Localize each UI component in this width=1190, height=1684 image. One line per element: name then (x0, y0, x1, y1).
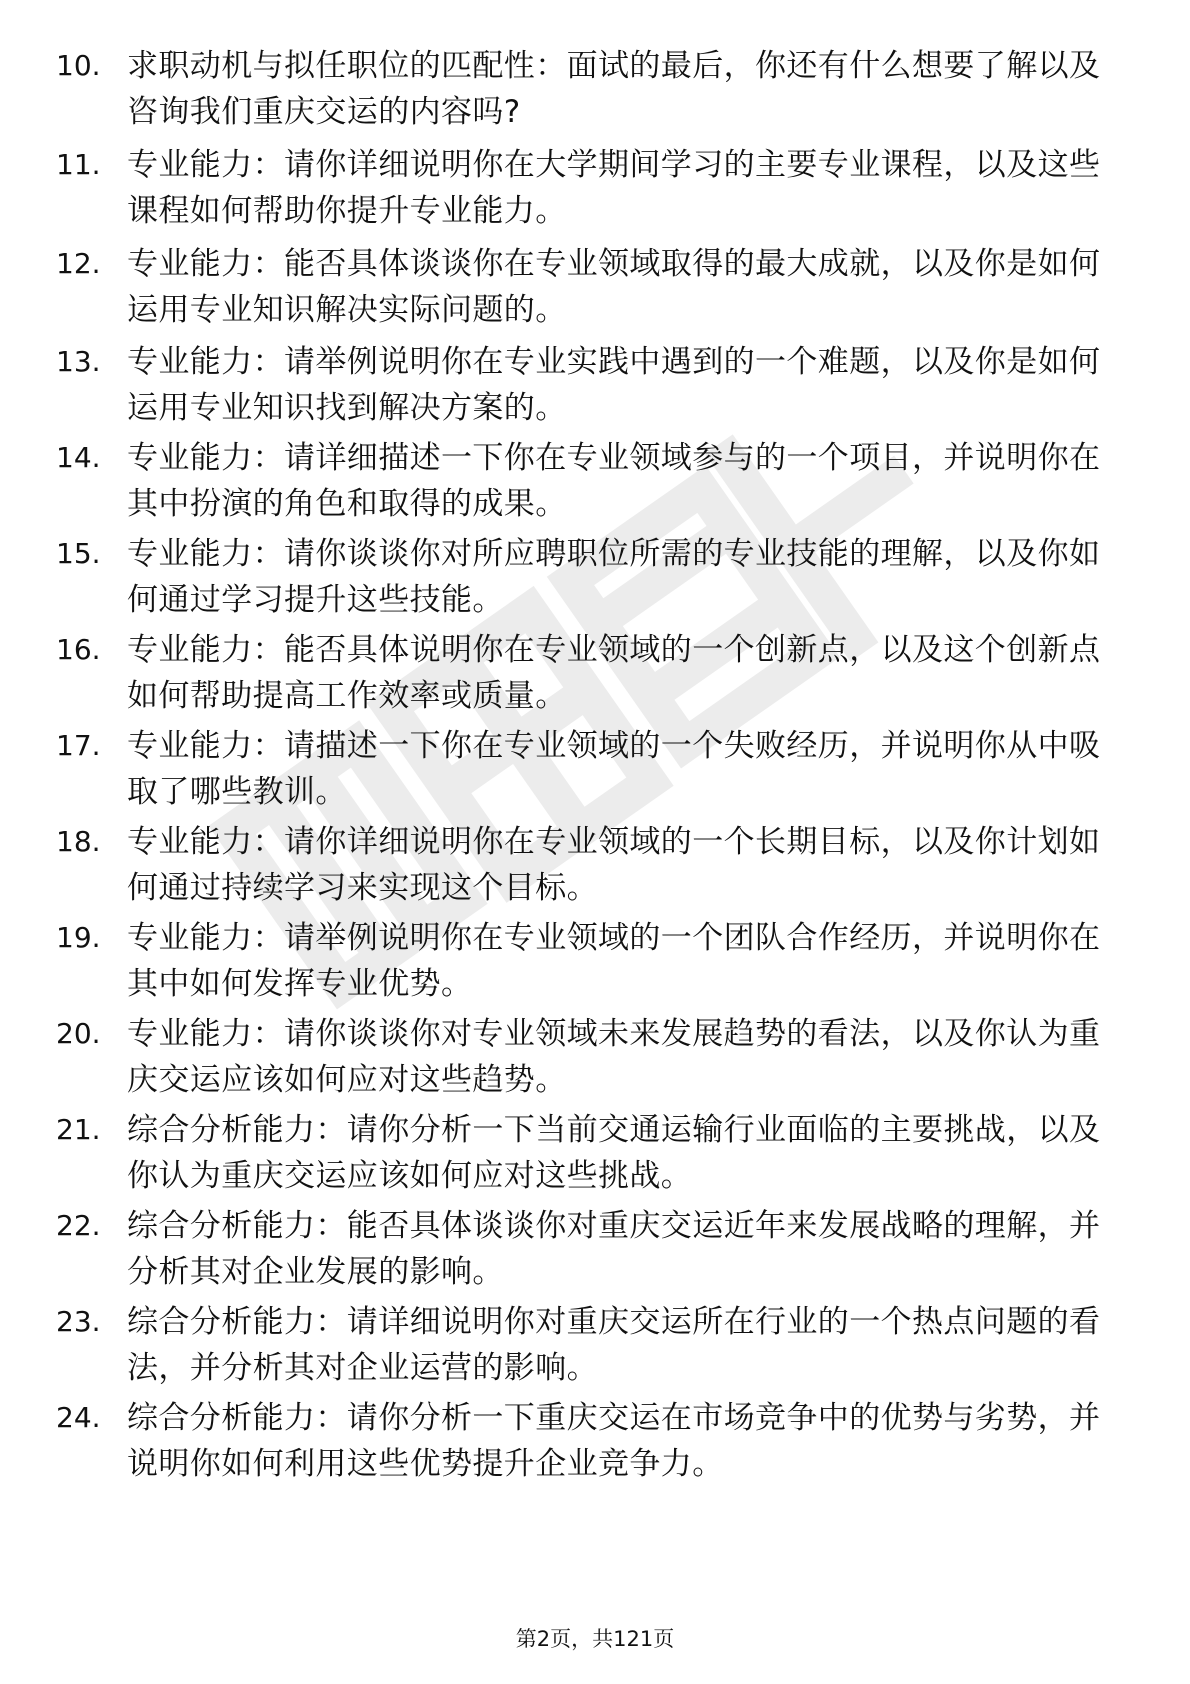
question-text: 求职动机与拟任职位的匹配性：面试的最后，你还有什么想要了解以及咨询我们重庆交运的内容吗? (127, 48, 1101, 130)
question-number: 12. (56, 247, 101, 280)
question-number: 15. (56, 537, 101, 570)
question-text: 专业能力：请详细描述一下你在专业领域参与的一个项目，并说明你在其中扮演的角色和取得的成果。 (127, 440, 1101, 522)
question-text: 专业能力：请你谈谈你对专业领域未来发展趋势的看法，以及你认为重庆交运应该如何应对这些趋势。 (127, 1016, 1101, 1098)
question-number: 22. (56, 1209, 101, 1242)
question-number: 16. (56, 633, 101, 666)
question-text: 专业能力：请举例说明你在专业领域的一个团队合作经历，并说明你在其中如何发挥专业优势。 (127, 920, 1101, 1002)
question-number: 11. (56, 148, 101, 181)
question-text: 专业能力：请举例说明你在专业实践中遇到的一个难题，以及你是如何运用专业知识找到解决方案的。 (127, 344, 1101, 426)
question-text: 综合分析能力：请你分析一下重庆交运在市场竞争中的优势与劣势，并说明你如何利用这些优势提升企业竞争力。 (127, 1400, 1101, 1482)
question-text: 专业能力：请你谈谈你对所应聘职位所需的专业技能的理解，以及你如何通过学习提升这些技能。 (127, 536, 1101, 618)
question-number: 13. (56, 345, 101, 378)
question-number: 17. (56, 729, 101, 762)
question-number: 10. (56, 49, 101, 82)
question-text: 综合分析能力：请你分析一下当前交通运输行业面临的主要挑战，以及你认为重庆交运应该如何应对这些挑战。 (127, 1112, 1101, 1194)
question-text: 专业能力：能否具体说明你在专业领域的一个创新点，以及这个创新点如何帮助提高工作效率或质量。 (127, 632, 1101, 714)
question-text: 专业能力：能否具体谈谈你在专业领域取得的最大成就，以及你是如何运用专业知识解决实际问题的。 (127, 246, 1101, 328)
question-number: 21. (56, 1113, 101, 1146)
page-number-footer: 第2页，共121页 (515, 1627, 675, 1651)
question-text: 专业能力：请你详细说明你在专业领域的一个长期目标，以及你计划如何通过持续学习来实现这个目标。 (127, 824, 1101, 906)
question-number: 18. (56, 825, 101, 858)
question-text: 专业能力：请你详细说明你在大学期间学习的主要专业课程，以及这些课程如何帮助你提升专业能力。 (127, 147, 1101, 229)
question-number: 23. (56, 1305, 101, 1338)
question-number: 20. (56, 1017, 101, 1050)
question-text: 综合分析能力：能否具体谈谈你对重庆交运近年来发展战略的理解，并分析其对企业发展的影响。 (127, 1208, 1101, 1290)
question-text: 综合分析能力：请详细说明你对重庆交运所在行业的一个热点问题的看法，并分析其对企业运营的影响。 (127, 1304, 1101, 1386)
question-number: 24. (56, 1401, 101, 1434)
question-text: 专业能力：请描述一下你在专业领域的一个失败经历，并说明你从中吸取了哪些教训。 (127, 728, 1101, 810)
question-number: 19. (56, 921, 101, 954)
question-number: 14. (56, 441, 101, 474)
